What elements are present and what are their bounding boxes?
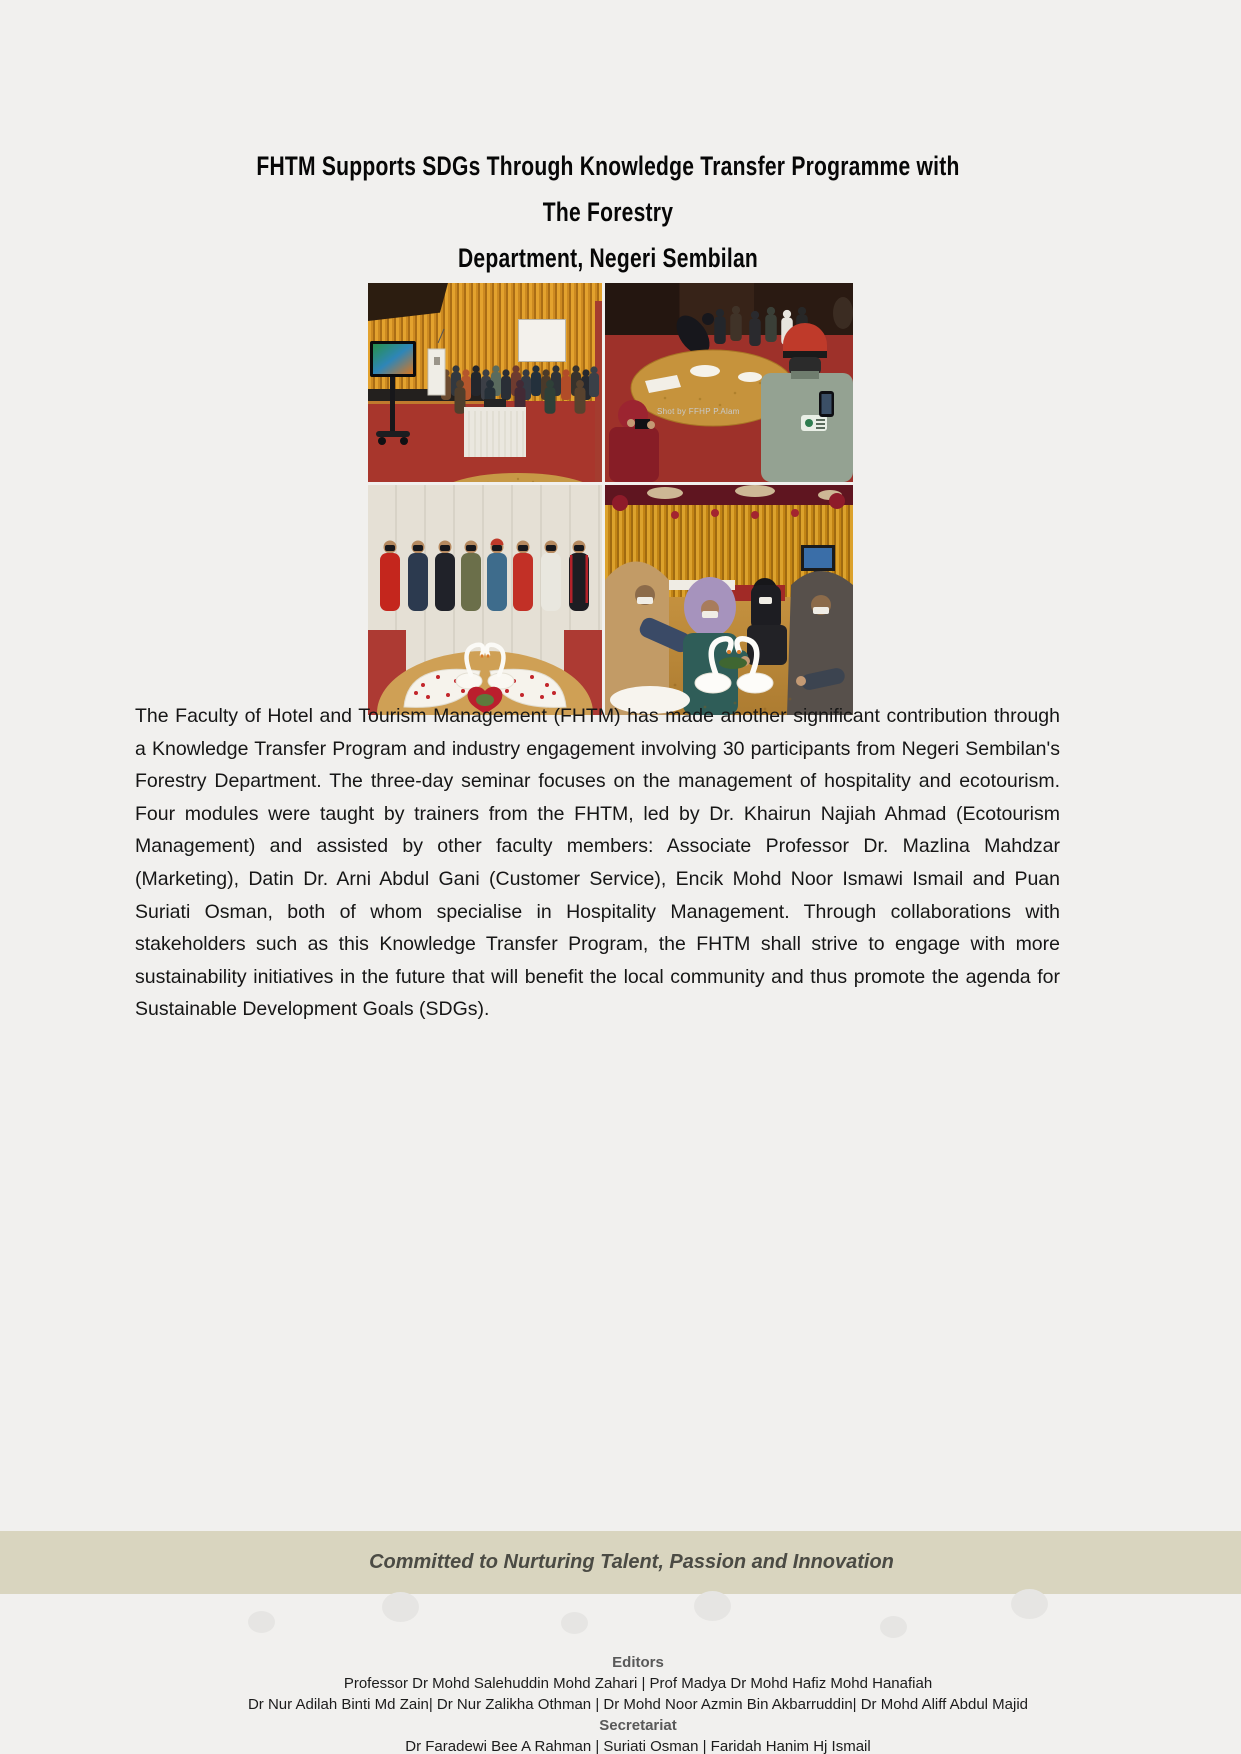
secretariat-heading: Secretariat (599, 1717, 677, 1734)
photo-ladies-towel-folding (605, 485, 853, 715)
photo-men-towel-art (368, 485, 602, 715)
photo-collage (368, 283, 853, 715)
men-scene-graphic (368, 485, 602, 715)
photo-seminar-hall-group (368, 283, 602, 482)
title-line-2: Department, Negeri Sembilan (457, 243, 759, 273)
photo-towel-demo-table (605, 283, 853, 482)
title-line-1: FHTM Supports SDGs Through Knowledge Transfer Programme with The Forestry (256, 151, 960, 227)
dot-ellipse (248, 1611, 275, 1633)
secretariat-line: Dr Faradewi Bee A Rahman | Suriati Osman | Faridah Hanim Hj Ismail (405, 1738, 871, 1754)
hall-scene-graphic (368, 283, 602, 482)
editors-line-2: Dr Nur Adilah Binti Md Zain| Dr Nur Zalikha Othman | Dr Mohd Noor Azmin Bin Akbarruddin| Dr Mohd Aliff Abdul Majid (247, 1696, 1029, 1713)
ladies-scene-graphic (605, 485, 853, 715)
article-paragraph: The Faculty of Hotel and Tourism Management (FHTM) has made another significant contribution through a Knowledge Transfer Program and industry engagement involving 30 participants from Negeri Sembilan's Forestry Department. The three-day seminar focuses on the management of hospitality and ecotourism. Four modules were taught by trainers from the FHTM, led by Dr. Khairun Najiah Ahmad (Ecotourism Management) and assisted by other faculty members: Associate Professor Dr. Mazlina Mahdzar (Marketing), Datin Dr. Arni Abdul Gani (Customer Service), Encik Mohd Noor Ismawi Ismail and Puan Suriati Osman, both of whom specialise in Hospitality Management. Through collaborations with stakeholders such as this Knowledge Transfer Program, the FHTM shall strive to engage with more sustainability initiatives in the future that will benefit the local community and thus promote the agenda for Sustainable Development Goals (SDGs). (135, 705, 1060, 1021)
dot-ellipse (1011, 1589, 1048, 1619)
photo-watermark: Shot by FFHP P.Alam (657, 407, 740, 416)
footer-credits (38, 1652, 1238, 1754)
editors-line-1: Professor Dr Mohd Salehuddin Mohd Zahari | Prof Madya Dr Mohd Hafiz Mohd Hanafiah (343, 1675, 933, 1692)
tagline-text: Committed to Nurturing Talent, Passion and Innovation (369, 1551, 894, 1573)
dot-ellipse (694, 1591, 731, 1621)
editors-heading: Editors (612, 1654, 664, 1671)
tagline-banner (0, 1531, 1241, 1594)
table-scene-graphic (605, 283, 853, 482)
dot-ellipse (561, 1612, 588, 1634)
page-title (135, 143, 1081, 281)
dot-ellipse (382, 1592, 419, 1622)
dot-ellipse (880, 1616, 907, 1638)
